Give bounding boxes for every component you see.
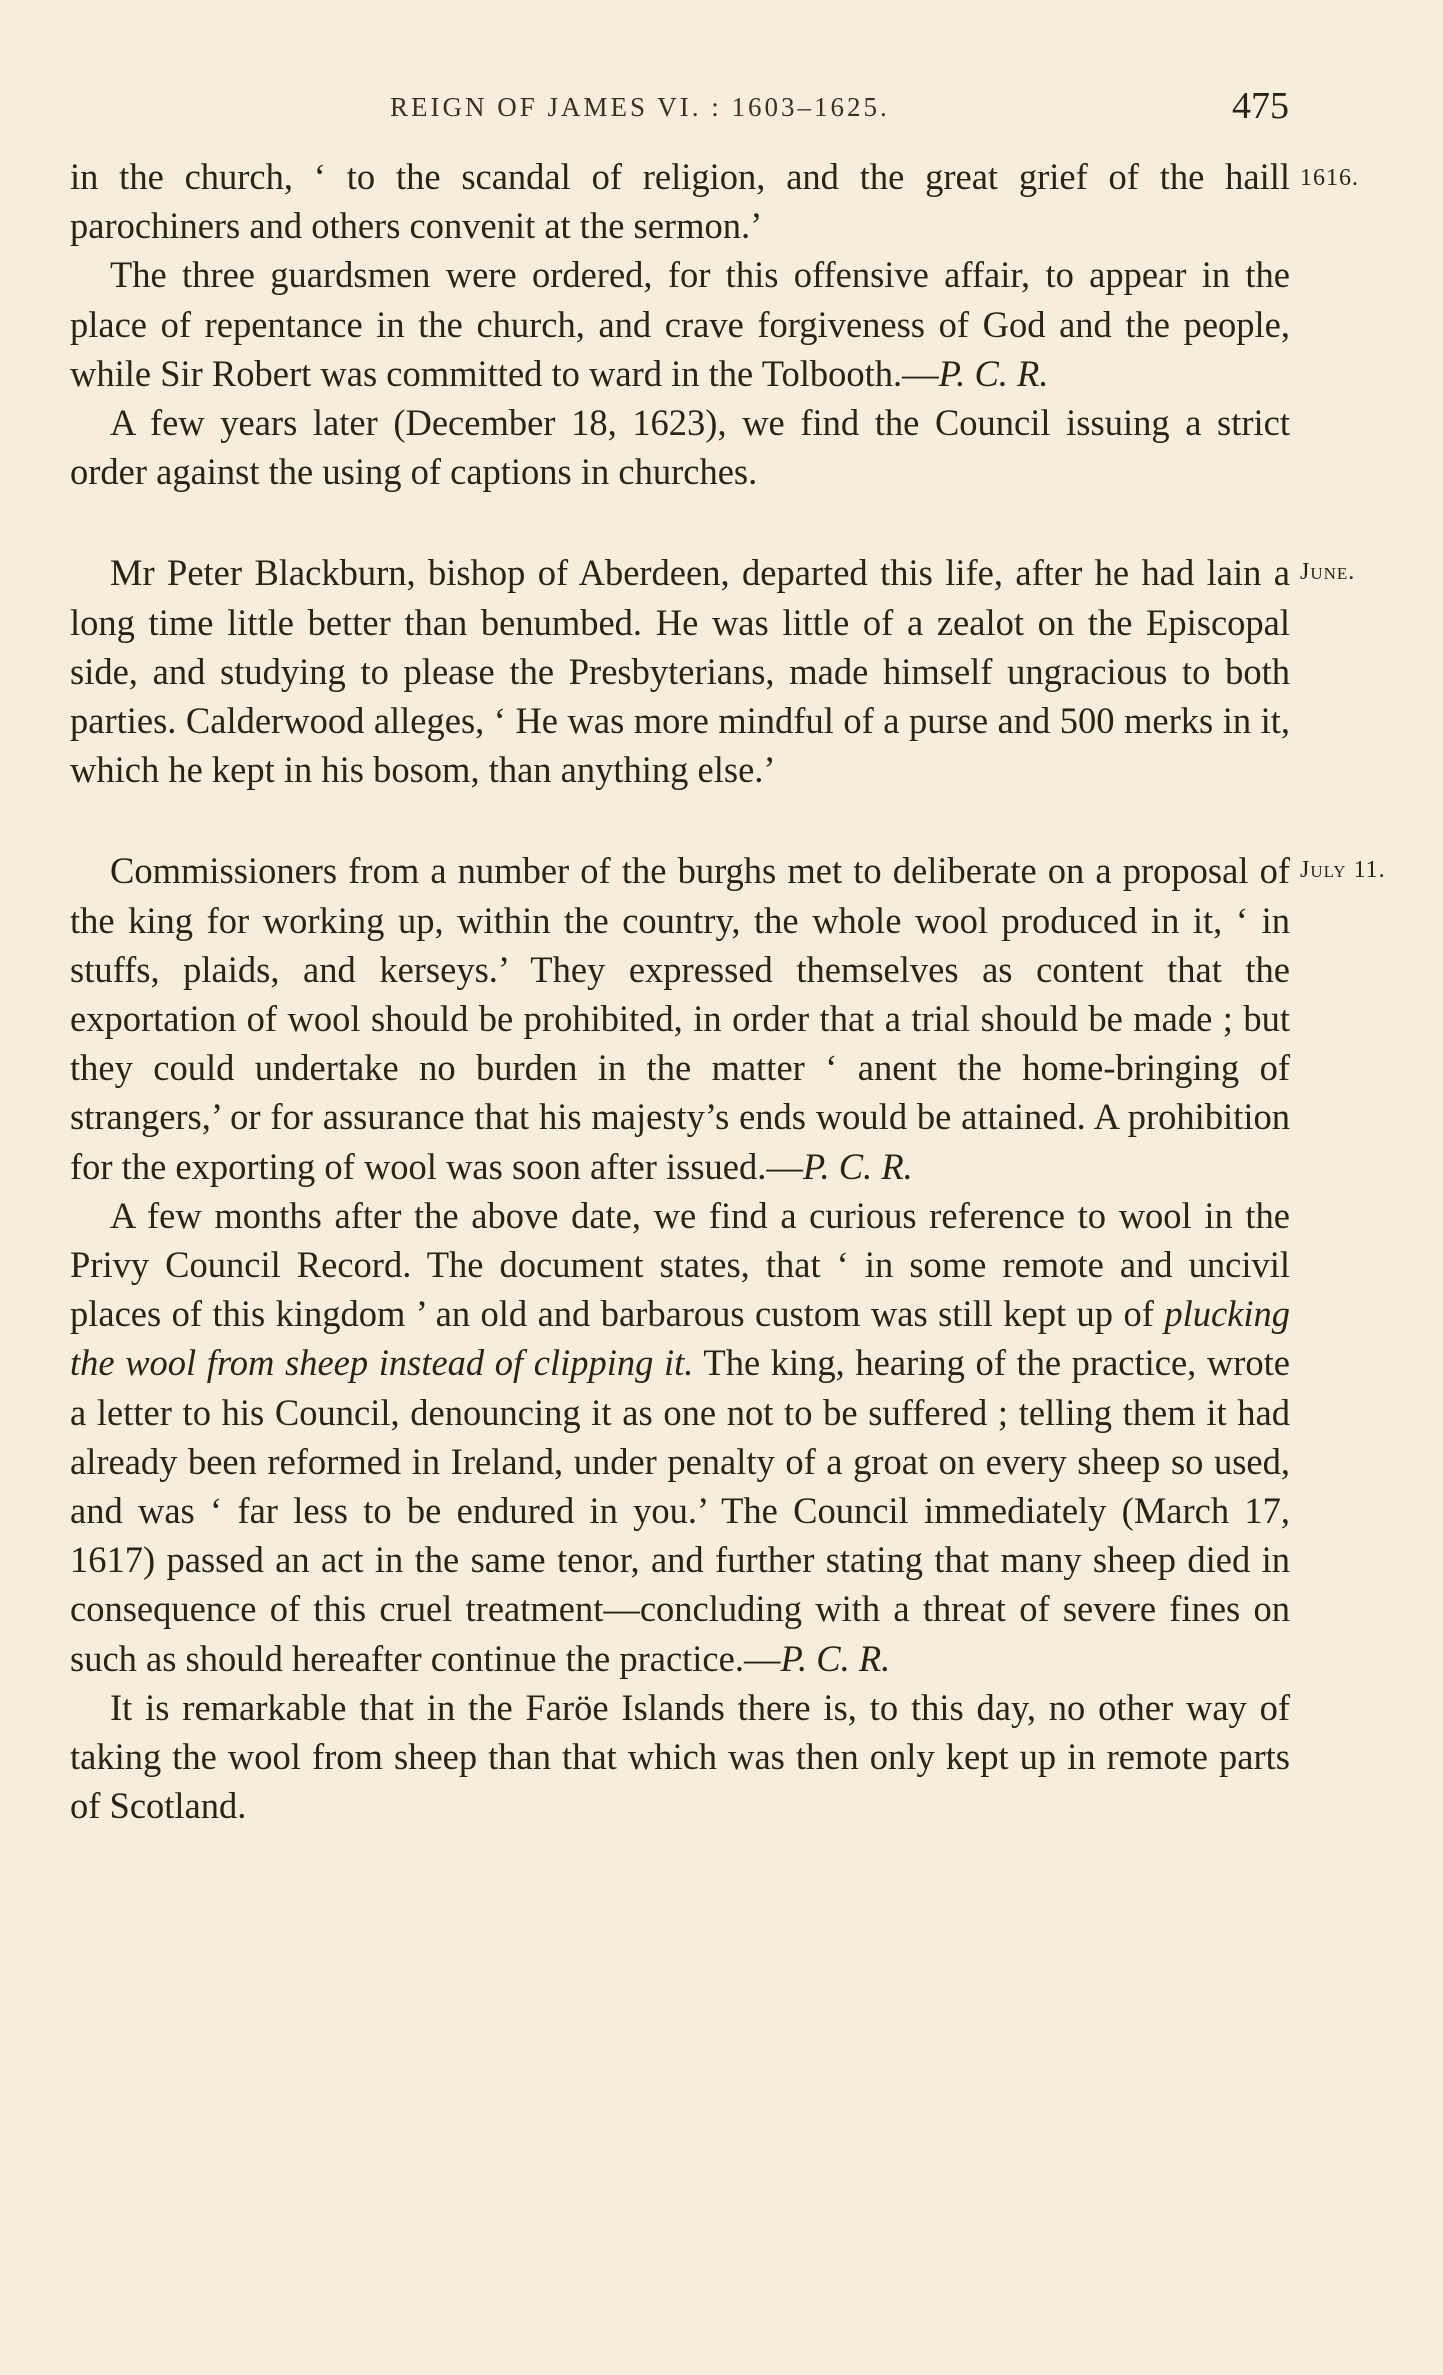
paragraph-guardsmen — [70, 250, 1290, 398]
paragraph-text: in the church, ‘ to the scandal of religion, and the great grief of the haill parochiners and others convenit at the sermon.’ — [70, 156, 1290, 247]
paragraph-church-scandal — [70, 152, 1359, 250]
paragraph-blackburn — [70, 548, 1356, 794]
body-text — [70, 152, 1386, 1831]
paragraph-text: A few years later (December 18, 1623), we find the Council issuing a strict order against the using of captions in churches. — [70, 402, 1290, 493]
paragraph-faroe-islands — [70, 1683, 1290, 1831]
paragraph-plucking-wool — [70, 1191, 1290, 1683]
source-citation: P. C. R. — [938, 352, 1049, 394]
running-head: REIGN OF JAMES VI. : 1603–1625. — [390, 92, 890, 122]
margin-note-july: July 11. — [1300, 857, 1386, 884]
page-number: 475 — [1232, 85, 1289, 127]
emphasized-phrase: plucking the wool from sheep instead of clipping it. — [70, 1293, 1290, 1384]
paragraph-commissioners — [70, 846, 1386, 1190]
paragraph-text: It is remarkable that in the Faröe Islands there is, to this day, no other way of taking the wool from sheep than that which was then only kept up in remote parts of Scotland. — [70, 1686, 1290, 1827]
paragraph-captions-order — [70, 398, 1290, 496]
paragraph-text: Mr Peter Blackburn, bishop of Aberdeen, departed this life, after he had lain a long time little better than benumbed. He was little of a zealot on the Episcopal side, and studying to please the Presbyterians, made himself ungracious to both parties. Calderwood alleges, ‘ He was more mindful of a purse and 500 merks in it, which he kept in his bosom, than anything else.’ — [70, 552, 1290, 791]
source-citation: P. C. R. — [780, 1637, 891, 1679]
margin-note-june: June. — [1300, 559, 1356, 586]
paragraph-text: The three guardsmen were ordered, for this offensive affair, to appear in the place of repentance in the church, and crave forgiveness of God and the people, while Sir Robert was committed to ward in the Tolbooth.— — [70, 254, 1290, 394]
margin-note-year: 1616. — [1300, 165, 1359, 191]
paragraph-text: Commissioners from a number of the burghs met to deliberate on a proposal of the king for working up, within the country, the whole wool produced in it, ‘ in stuffs, plaids, and kerseys.’ They expressed themselves as content that the exportation of wool should be prohibited, in order that a trial should be made ; but they could undertake no burden in the matter ‘ anent the home-bringing of strangers,’ or for assurance that his majesty’s ends would be attained. A prohibition for the exporting of wool was soon after issued.— — [70, 850, 1290, 1187]
paragraph-text: The king, hearing of the practice, wrote a letter to his Council, denouncing it as one not to be suffered ; telling them it had already been reformed in Ireland, under penalty of a groat on every sheep so used, and was ‘ far less to be endured in you.’ The Council immediately (March 17, 1617) passed an act in the same tenor, and further stating that many sheep died in consequence of this cruel treatment—concluding with a threat of severe fines on such as should hereafter continue the practice.— — [70, 1342, 1290, 1679]
source-citation: P. C. R. — [802, 1145, 913, 1187]
paragraph-text: A few months after the above date, we find a curious reference to wool in the Privy Council Record. The document states, that ‘ in some remote and uncivil places of this kingdom ’ an old and barbarous custom was still kept up of — [70, 1194, 1290, 1335]
page-header — [0, 84, 1443, 134]
